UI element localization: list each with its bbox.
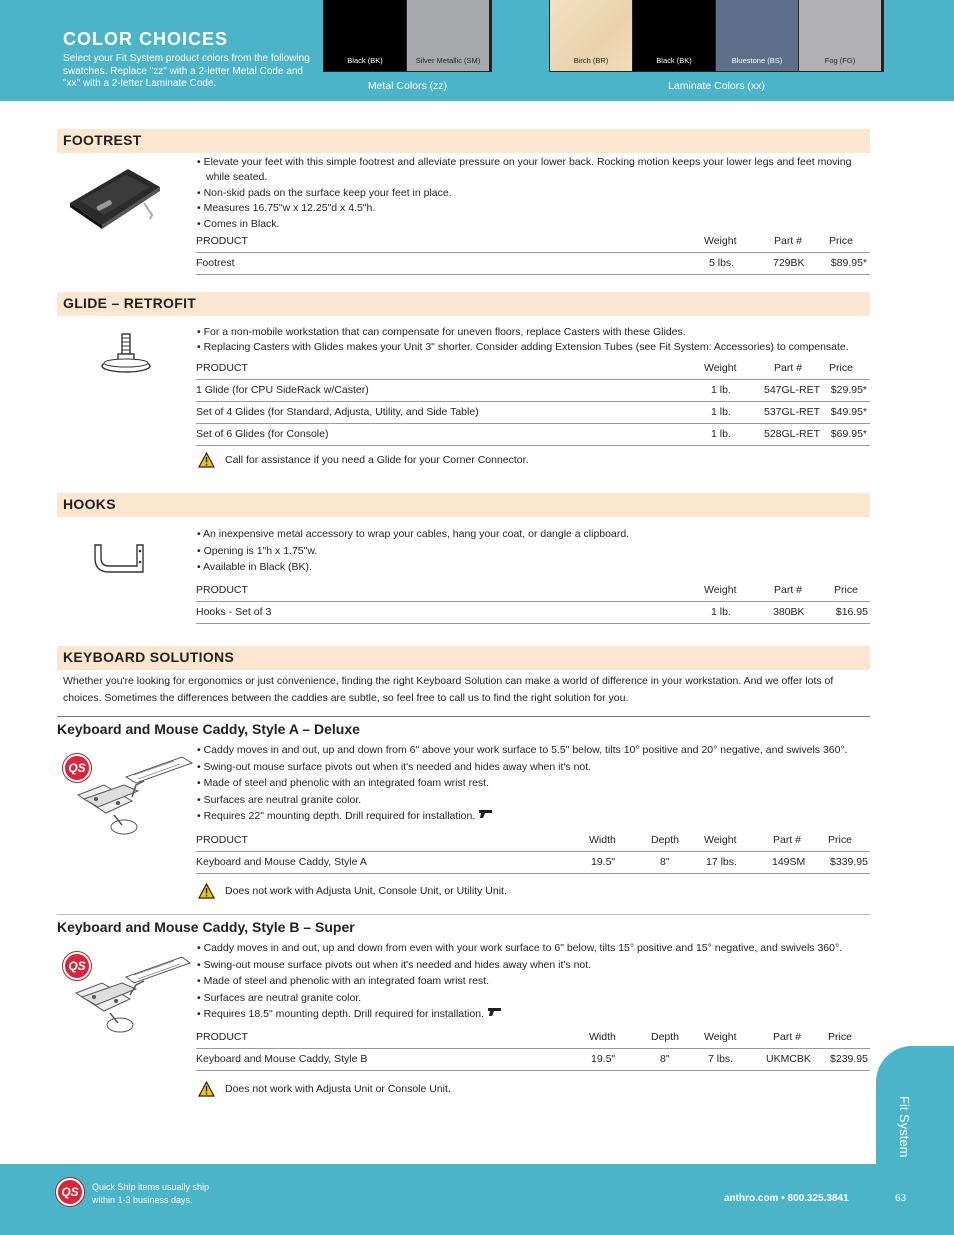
cell-weight: 1 lb. xyxy=(711,406,731,418)
col-product: PRODUCT xyxy=(196,834,248,846)
caddy-b-bullets xyxy=(197,940,869,1023)
col-weight: Weight xyxy=(704,584,737,596)
caddy-a-table xyxy=(196,830,870,874)
warning-icon xyxy=(198,452,215,468)
bullet-item: • An inexpensive metal accessory to wrap your cables, hang your coat, or dangle a clipboard. xyxy=(197,528,630,540)
table-header-row xyxy=(196,1027,870,1049)
section-title: FOOTREST xyxy=(63,132,142,148)
cell-weight: 17 lbs. xyxy=(706,856,737,868)
table-header-row xyxy=(196,358,870,380)
col-product: PRODUCT xyxy=(196,235,248,247)
bullet-text: • Requires 22" mounting depth. Drill required for installation. xyxy=(197,810,476,822)
cell-depth: 8" xyxy=(660,1053,670,1065)
table-row xyxy=(196,402,870,424)
cell-price: $16.95 xyxy=(835,606,868,618)
divider xyxy=(57,716,870,717)
warning-text: Does not work with Adjusta Unit or Console Unit. xyxy=(225,1083,451,1095)
swatch-label: Fog (FG) xyxy=(824,56,856,65)
bullet-item: • Comes in Black. xyxy=(197,217,280,230)
cell-product: Keyboard and Mouse Caddy, Style A xyxy=(196,856,367,868)
caddy-b-image xyxy=(72,953,192,1038)
divider xyxy=(57,914,870,915)
warning-icon xyxy=(198,1081,215,1097)
cell-part: 729BK xyxy=(773,257,805,269)
section-tab xyxy=(876,1046,954,1164)
cell-part: UKMCBK xyxy=(766,1053,811,1065)
cell-width: 19.5" xyxy=(591,856,616,868)
swatch-laminate-fog xyxy=(799,0,881,71)
col-price: Price xyxy=(828,1031,852,1043)
col-price: Price xyxy=(829,362,853,374)
table-row xyxy=(196,424,870,446)
cell-weight: 5 lbs. xyxy=(709,257,735,269)
col-width: Width xyxy=(589,1031,616,1043)
cell-price: $89.95* xyxy=(830,257,867,269)
warning-icon xyxy=(198,883,215,899)
drill-icon xyxy=(478,809,493,819)
bullet-item: • Elevate your feet with this simple footrest and alleviate pressure on your lower back. Rocking motion keeps your lower legs and feet moving while seated. xyxy=(197,156,852,184)
bullet-item: • Available in Black (BK). xyxy=(197,561,312,573)
color-choices-description: Select your Fit System product colors from the following swatches. Replace "zz" with a 2-letter Metal Code and "xx" with a 2-letter Laminate Code. xyxy=(63,53,310,89)
section-tab-label: Fit System xyxy=(897,1096,912,1158)
caddy-a-title: Keyboard and Mouse Caddy, Style A – Deluxe xyxy=(57,721,360,737)
cell-product: Set of 4 Glides (for Standard, Adjusta, Utility, and Side Table) xyxy=(196,406,479,418)
col-depth: Depth xyxy=(651,1031,680,1043)
footrest-section-header xyxy=(57,129,870,153)
caddy-b-title: Keyboard and Mouse Caddy, Style B – Super xyxy=(57,919,355,935)
caddy-a-bullets xyxy=(197,742,869,825)
bullet-item: • Opening is 1"h x 1.75"w. xyxy=(197,544,318,557)
laminate-swatch-group xyxy=(549,0,884,72)
col-product: PRODUCT xyxy=(196,1031,248,1043)
swatch-metal-black xyxy=(324,0,406,71)
keyboard-intro: Whether you're looking for ergonomics or just convenience, finding the right Keyboard Solution can make a world of difference in your workstation. And we offer lots of choices. Sometimes the differences between the caddies are subtle, so feel free to call us to find the right solution for you. xyxy=(63,675,834,704)
section-title: HOOKS xyxy=(63,496,116,512)
footer-contact: anthro.com • 800.325.3841 xyxy=(724,1193,849,1204)
cell-width: 19.5" xyxy=(591,1053,616,1065)
col-part: Part # xyxy=(774,362,803,374)
glide-image xyxy=(100,332,152,379)
cell-weight: 7 lbs. xyxy=(708,1053,734,1065)
quick-ship-badge: QS xyxy=(63,952,91,980)
glide-bullets xyxy=(197,325,869,356)
table-row xyxy=(196,253,870,275)
col-price: Price xyxy=(834,584,858,596)
table-header-row xyxy=(196,231,870,253)
cell-price: $339.95 xyxy=(830,856,868,868)
cell-price: $49.95* xyxy=(830,406,867,418)
warning-text: Does not work with Adjusta Unit, Console Unit, or Utility Unit. xyxy=(225,885,507,897)
bullet-item: • Swing-out mouse surface pivots out when it's needed and hides away when it's not. xyxy=(197,760,592,773)
cell-price: $239.95 xyxy=(830,1053,868,1065)
col-depth: Depth xyxy=(651,834,680,846)
quick-ship-badge: QS xyxy=(63,754,91,782)
col-part: Part # xyxy=(774,235,803,247)
cell-product: Keyboard and Mouse Caddy, Style B xyxy=(196,1053,368,1065)
bullet-item: • Replacing Casters with Glides makes your Unit 3" shorter. Consider adding Extension Tubes (see Fit System: Accessories) to compensate. xyxy=(197,341,849,354)
col-weight: Weight xyxy=(704,834,737,846)
table-row xyxy=(196,602,870,624)
page-number: 63 xyxy=(895,1193,907,1204)
bullet-item: • Made of steel and phenolic with an integrated foam wrist rest. xyxy=(197,975,489,987)
glide-section-header xyxy=(57,292,870,316)
cell-depth: 8" xyxy=(660,856,670,868)
caddy-b-table xyxy=(196,1027,870,1071)
hooks-table xyxy=(196,580,870,624)
hooks-section-header xyxy=(57,493,870,517)
footrest-image xyxy=(66,165,162,234)
cell-price: $69.95* xyxy=(830,428,867,440)
caddy-a-image xyxy=(74,755,194,840)
cell-part: 149SM xyxy=(772,856,806,868)
section-title: GLIDE – RETROFIT xyxy=(63,295,197,311)
bullet-item xyxy=(197,1006,869,1023)
cell-product: Hooks - Set of 3 xyxy=(196,606,272,618)
caddy-b-warning xyxy=(198,1081,451,1097)
cell-product: Set of 6 Glides (for Console) xyxy=(196,428,329,440)
col-weight: Weight xyxy=(704,235,737,247)
bullet-item: • Caddy moves in and out, up and down from 6" above your work surface to 5.5" below, tilts 10° positive and 20° negative, and swivels 360°. xyxy=(197,744,848,756)
swatch-laminate-black xyxy=(633,0,715,71)
bullet-item: • Made of steel and phenolic with an integrated foam wrist rest. xyxy=(197,777,489,789)
col-part: Part # xyxy=(774,584,803,596)
bullet-item: • Non-skid pads on the surface keep your feet in place. xyxy=(197,186,452,199)
metal-swatch-group xyxy=(323,0,492,72)
glide-table xyxy=(196,358,870,446)
cell-weight: 1 lb. xyxy=(711,428,731,440)
col-price: Price xyxy=(829,235,853,247)
swatch-metal-silver xyxy=(407,0,489,71)
swatch-laminate-bluestone xyxy=(716,0,798,71)
section-title: KEYBOARD SOLUTIONS xyxy=(63,649,235,665)
bullet-item: • Swing-out mouse surface pivots out when it's needed and hides away when it's not. xyxy=(197,958,592,971)
quick-ship-badge: QS xyxy=(56,1178,84,1206)
col-width: Width xyxy=(589,834,616,846)
bullet-item: • For a non-mobile workstation that can compensate for uneven floors, replace Casters with these Glides. xyxy=(197,326,686,338)
warning-text: Call for assistance if you need a Glide for your Corner Connector. xyxy=(225,454,529,466)
cell-part: 547GL-RET xyxy=(764,384,821,396)
cell-weight: 1 lb. xyxy=(711,384,731,396)
footrest-bullets xyxy=(197,155,857,232)
swatch-laminate-birch xyxy=(550,0,632,71)
bullet-item: • Surfaces are neutral granite color. xyxy=(197,991,362,1004)
glide-warning xyxy=(198,452,529,468)
col-part: Part # xyxy=(773,1031,802,1043)
swatch-label: Black (BK) xyxy=(347,56,383,65)
bullet-item: • Surfaces are neutral granite color. xyxy=(197,793,362,806)
quick-ship-note-line: within 1-3 business days. xyxy=(92,1194,193,1205)
col-part: Part # xyxy=(773,834,802,846)
col-weight: Weight xyxy=(704,362,737,374)
cell-part: 380BK xyxy=(773,606,805,618)
swatch-label: Black (BK) xyxy=(656,56,692,65)
table-header-row xyxy=(196,580,870,602)
metal-colors-label: Metal Colors (zz) xyxy=(367,80,448,92)
cell-product: Footrest xyxy=(196,257,235,269)
table-row xyxy=(196,852,870,874)
color-choices-title: COLOR CHOICES xyxy=(63,29,229,49)
quick-ship-note-line: Quick Ship items usually ship xyxy=(92,1182,210,1192)
table-header-row xyxy=(196,830,870,852)
cell-part: 528GL-RET xyxy=(764,428,821,440)
cell-weight: 1 lb. xyxy=(711,606,731,618)
swatch-label: Silver Metallic (SM) xyxy=(415,56,481,65)
bullet-item xyxy=(197,808,869,825)
keyboard-section-header xyxy=(57,646,870,670)
bullet-item: • Measures 16.75"w x 12.25"d x 4.5"h. xyxy=(197,202,376,215)
cell-product: 1 Glide (for CPU SideRack w/Caster) xyxy=(196,384,369,396)
cell-part: 537GL-RET xyxy=(764,406,821,418)
hooks-bullets xyxy=(197,526,857,576)
bullet-item: • Caddy moves in and out, up and down from even with your work surface to 6" below, tilts 15° positive and 15° negative, and swivels 360°. xyxy=(197,942,843,954)
swatch-label: Bluestone (BS) xyxy=(731,56,783,65)
hook-image xyxy=(91,542,147,577)
drill-icon xyxy=(487,1007,502,1017)
quick-ship-note xyxy=(92,1181,209,1206)
caddy-a-warning xyxy=(198,883,507,899)
cell-price: $29.95* xyxy=(830,384,867,396)
swatch-label: Birch (BR) xyxy=(573,56,609,65)
col-weight: Weight xyxy=(704,1031,737,1043)
col-product: PRODUCT xyxy=(196,362,248,374)
col-product: PRODUCT xyxy=(196,584,248,596)
footrest-table xyxy=(196,231,870,275)
table-row xyxy=(196,1049,870,1071)
table-row xyxy=(196,380,870,402)
col-price: Price xyxy=(828,834,852,846)
color-choices-header xyxy=(0,0,954,101)
bullet-text: • Requires 18.5" mounting depth. Drill required for installation. xyxy=(197,1008,484,1020)
laminate-colors-label: Laminate Colors (xx) xyxy=(668,80,765,92)
